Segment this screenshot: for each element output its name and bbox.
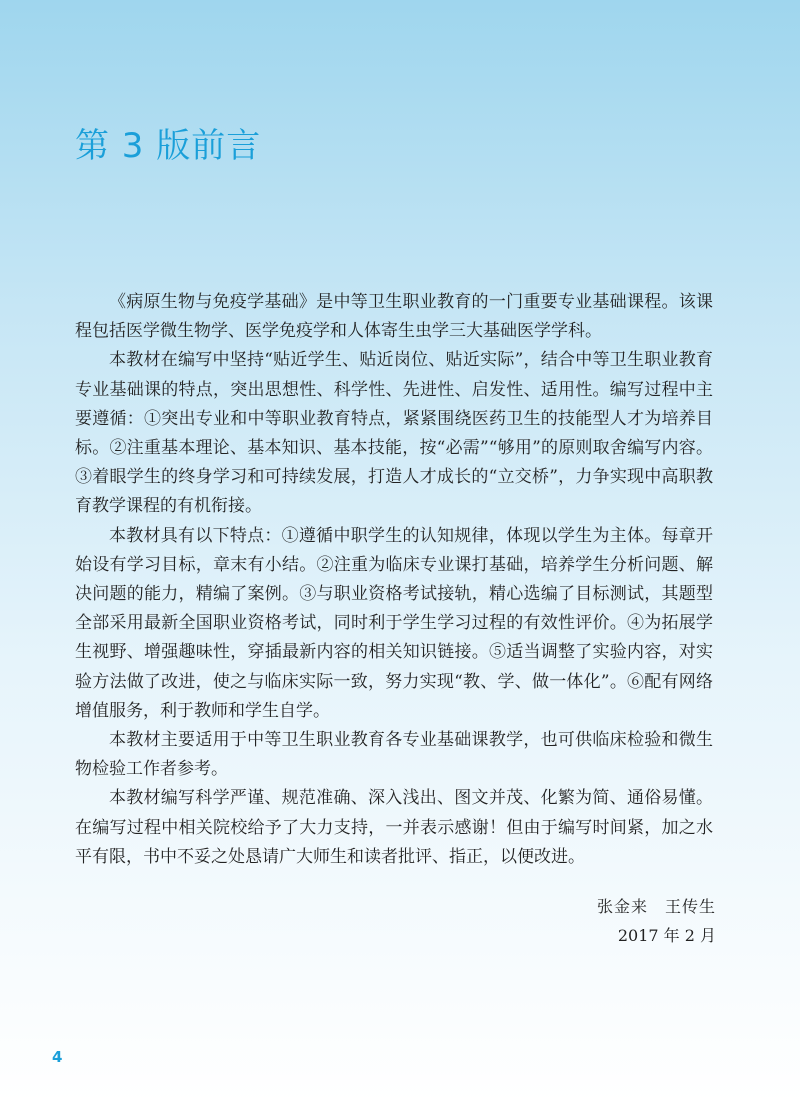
paragraph-acknowledgement: 本教材编写科学严谨、规范准确、深入浅出、图文并茂、化繁为简、通俗易懂。在编写过程中相关院校给予了大力支持，一并表示感谢！但由于编写时间紧，加之水平有限，书中不妥之处恳请广大师生和读者批评、指正，以便改进。: [75, 788, 713, 867]
preface-body: [75, 288, 713, 872]
paragraph-scope: 本教材主要适用于中等卫生职业教育各专业基础课教学，也可供临床检验和微生物检验工作者参考。: [75, 730, 713, 780]
signature-block: [597, 892, 716, 950]
author-names: 张金来 王传生: [596, 897, 716, 916]
page-title: 第 3 版前言: [75, 126, 262, 166]
paragraph-features: 本教材具有以下特点：①遵循中职学生的认知规律，体现以学生为主体。每章开始设有学习目标，章末有小结。②注重为临床专业课打基础，培养学生分析问题、解决问题的能力，精编了案例。③与职业资格考试接轨，精心选编了目标测试，其题型全部采用最新全国职业资格考试，同时利于学生学习过程的有效性评价。④为拓展学生视野、增强趣味性，穿插最新内容的相关知识链接。⑤适当调整了实验内容，对实验方法做了改进，使之与临床实际一致，努力实现“教、学、做一体化”。⑥配有网络增值服务，利于教师和学生自学。: [75, 525, 713, 721]
page-number: 4: [52, 1048, 63, 1066]
signature-date: 2017 年 2 月: [617, 926, 716, 945]
paragraph-intro: 《病原生物与免疫学基础》是中等卫生职业教育的一门重要专业基础课程。该课程包括医学微生物学、医学免疫学和人体寄生虫学三大基础医学学科。: [75, 292, 713, 342]
paragraph-principles: 本教材在编写中坚持“贴近学生、贴近岗位、贴近实际”，结合中等卫生职业教育专业基础课的特点，突出思想性、科学性、先进性、启发性、适用性。编写过程中主要遵循：①突出专业和中等职业教育特点，紧紧围绕医药卫生的技能型人才为培养目标。②注重基本理论、基本知识、基本技能，按“必需”“够用”的原则取舍编写内容。③着眼学生的终身学习和可持续发展，打造人才成长的“立交桥”，力争实现中高职教育教学课程的有机衔接。: [75, 350, 713, 517]
